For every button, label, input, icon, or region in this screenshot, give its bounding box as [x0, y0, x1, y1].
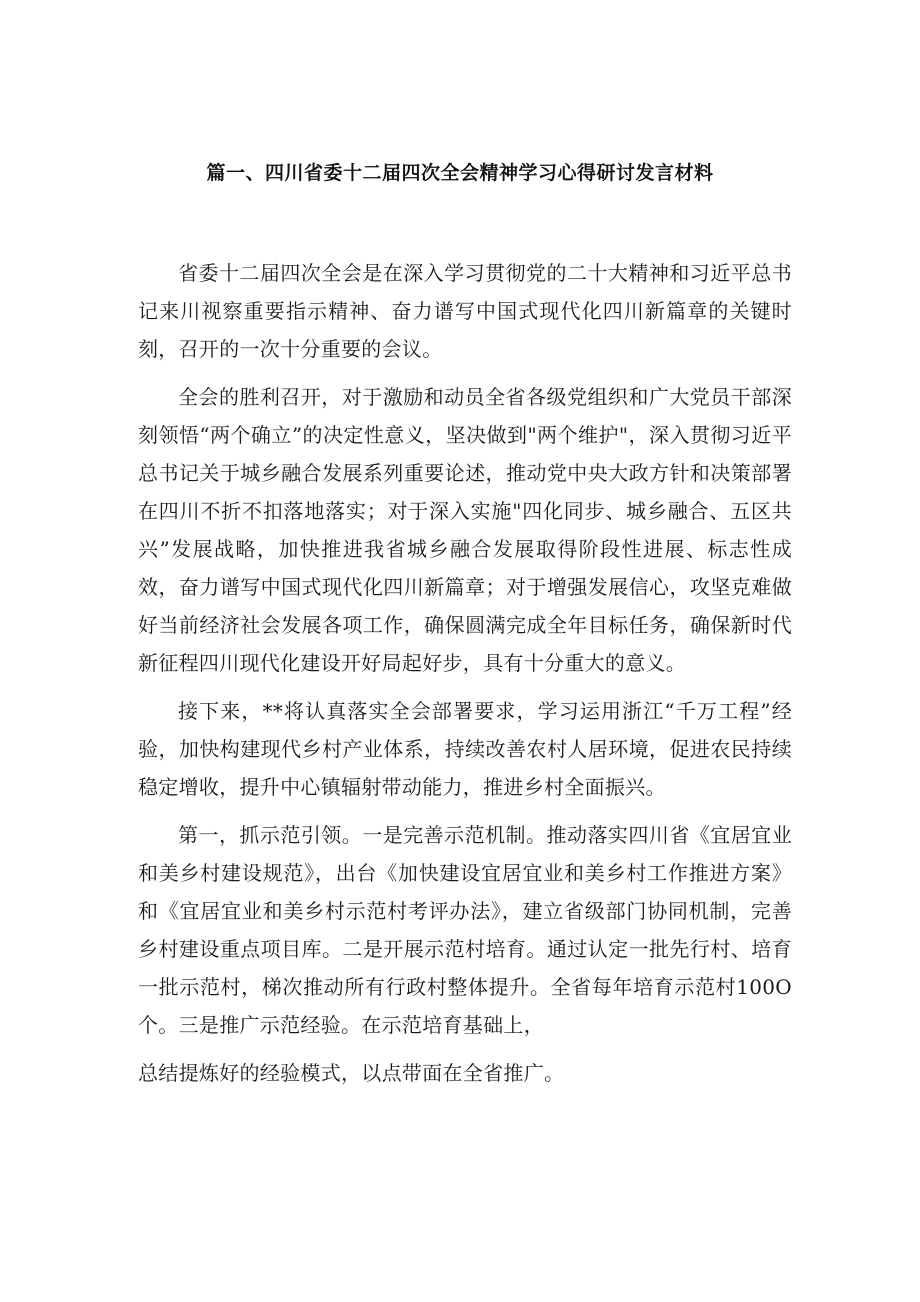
document-body	[138, 254, 792, 1102]
paragraph-tail-line: 总结提炼好的经验模式，以点带面在全省推广。	[138, 1061, 565, 1085]
paragraph-2: 全会的胜利召开，对于激励和动员全省各级党组织和广大党员干部深刻领悟“两个确立”的决定性意义，坚决做到"两个维护"，深入贯彻习近平总书记关于城乡融合发展系列重要论述，推动党中央大政方针和决策部署在四川不折不扣落地落实；对于深入实施"四化同步、城乡融合、五区共兴”发展战略，加快推进我省城乡融合发展取得阶段性进展、标志性成效，奋力谱写中国式现代化四川新篇章；对于增强发展信心，攻坚克难做好当前经济社会发展各项工作，确保圆满完成全年目标任务，确保新时代新征程四川现代化建设开好局起好步，具有十分重大的意义。	[138, 385, 792, 675]
paragraph-3: 接下来，**将认真落实全会部署要求，学习运用浙江“千万工程”经验，加快构建现代乡村产业体系，持续改善农村人居环境，促进农民持续稳定增收，提升中心镇辐射带动能力，推进乡村全面振兴。	[138, 699, 792, 799]
paragraph-1: 省委十二届四次全会是在深入学习贯彻党的二十大精神和习近平总书记来川视察重要指示精神、奋力谱写中国式现代化四川新篇章的关键时刻，召开的一次十分重要的会议。	[138, 261, 792, 361]
paragraph-4: 第一，抓示范引领。一是完善示范机制。推动落实四川省《宜居宜业和美乡村建设规范》，出台《加快建设宜居宜业和美乡村工作推进方案》和《宜居宜业和美乡村示范村考评办法》，建立省级部门协同机制，完善乡村建设重点项目库。二是开展示范村培育。通过认定一批先行村、培育一批示范村，梯次推动所有行政村整体提升。全省每年培育示范村100O个。三是推广示范经验。在示范培育基础上，	[138, 823, 792, 1037]
document-title: 篇一、四川省委十二届四次全会精神学习心得研讨发言材料	[206, 162, 714, 184]
